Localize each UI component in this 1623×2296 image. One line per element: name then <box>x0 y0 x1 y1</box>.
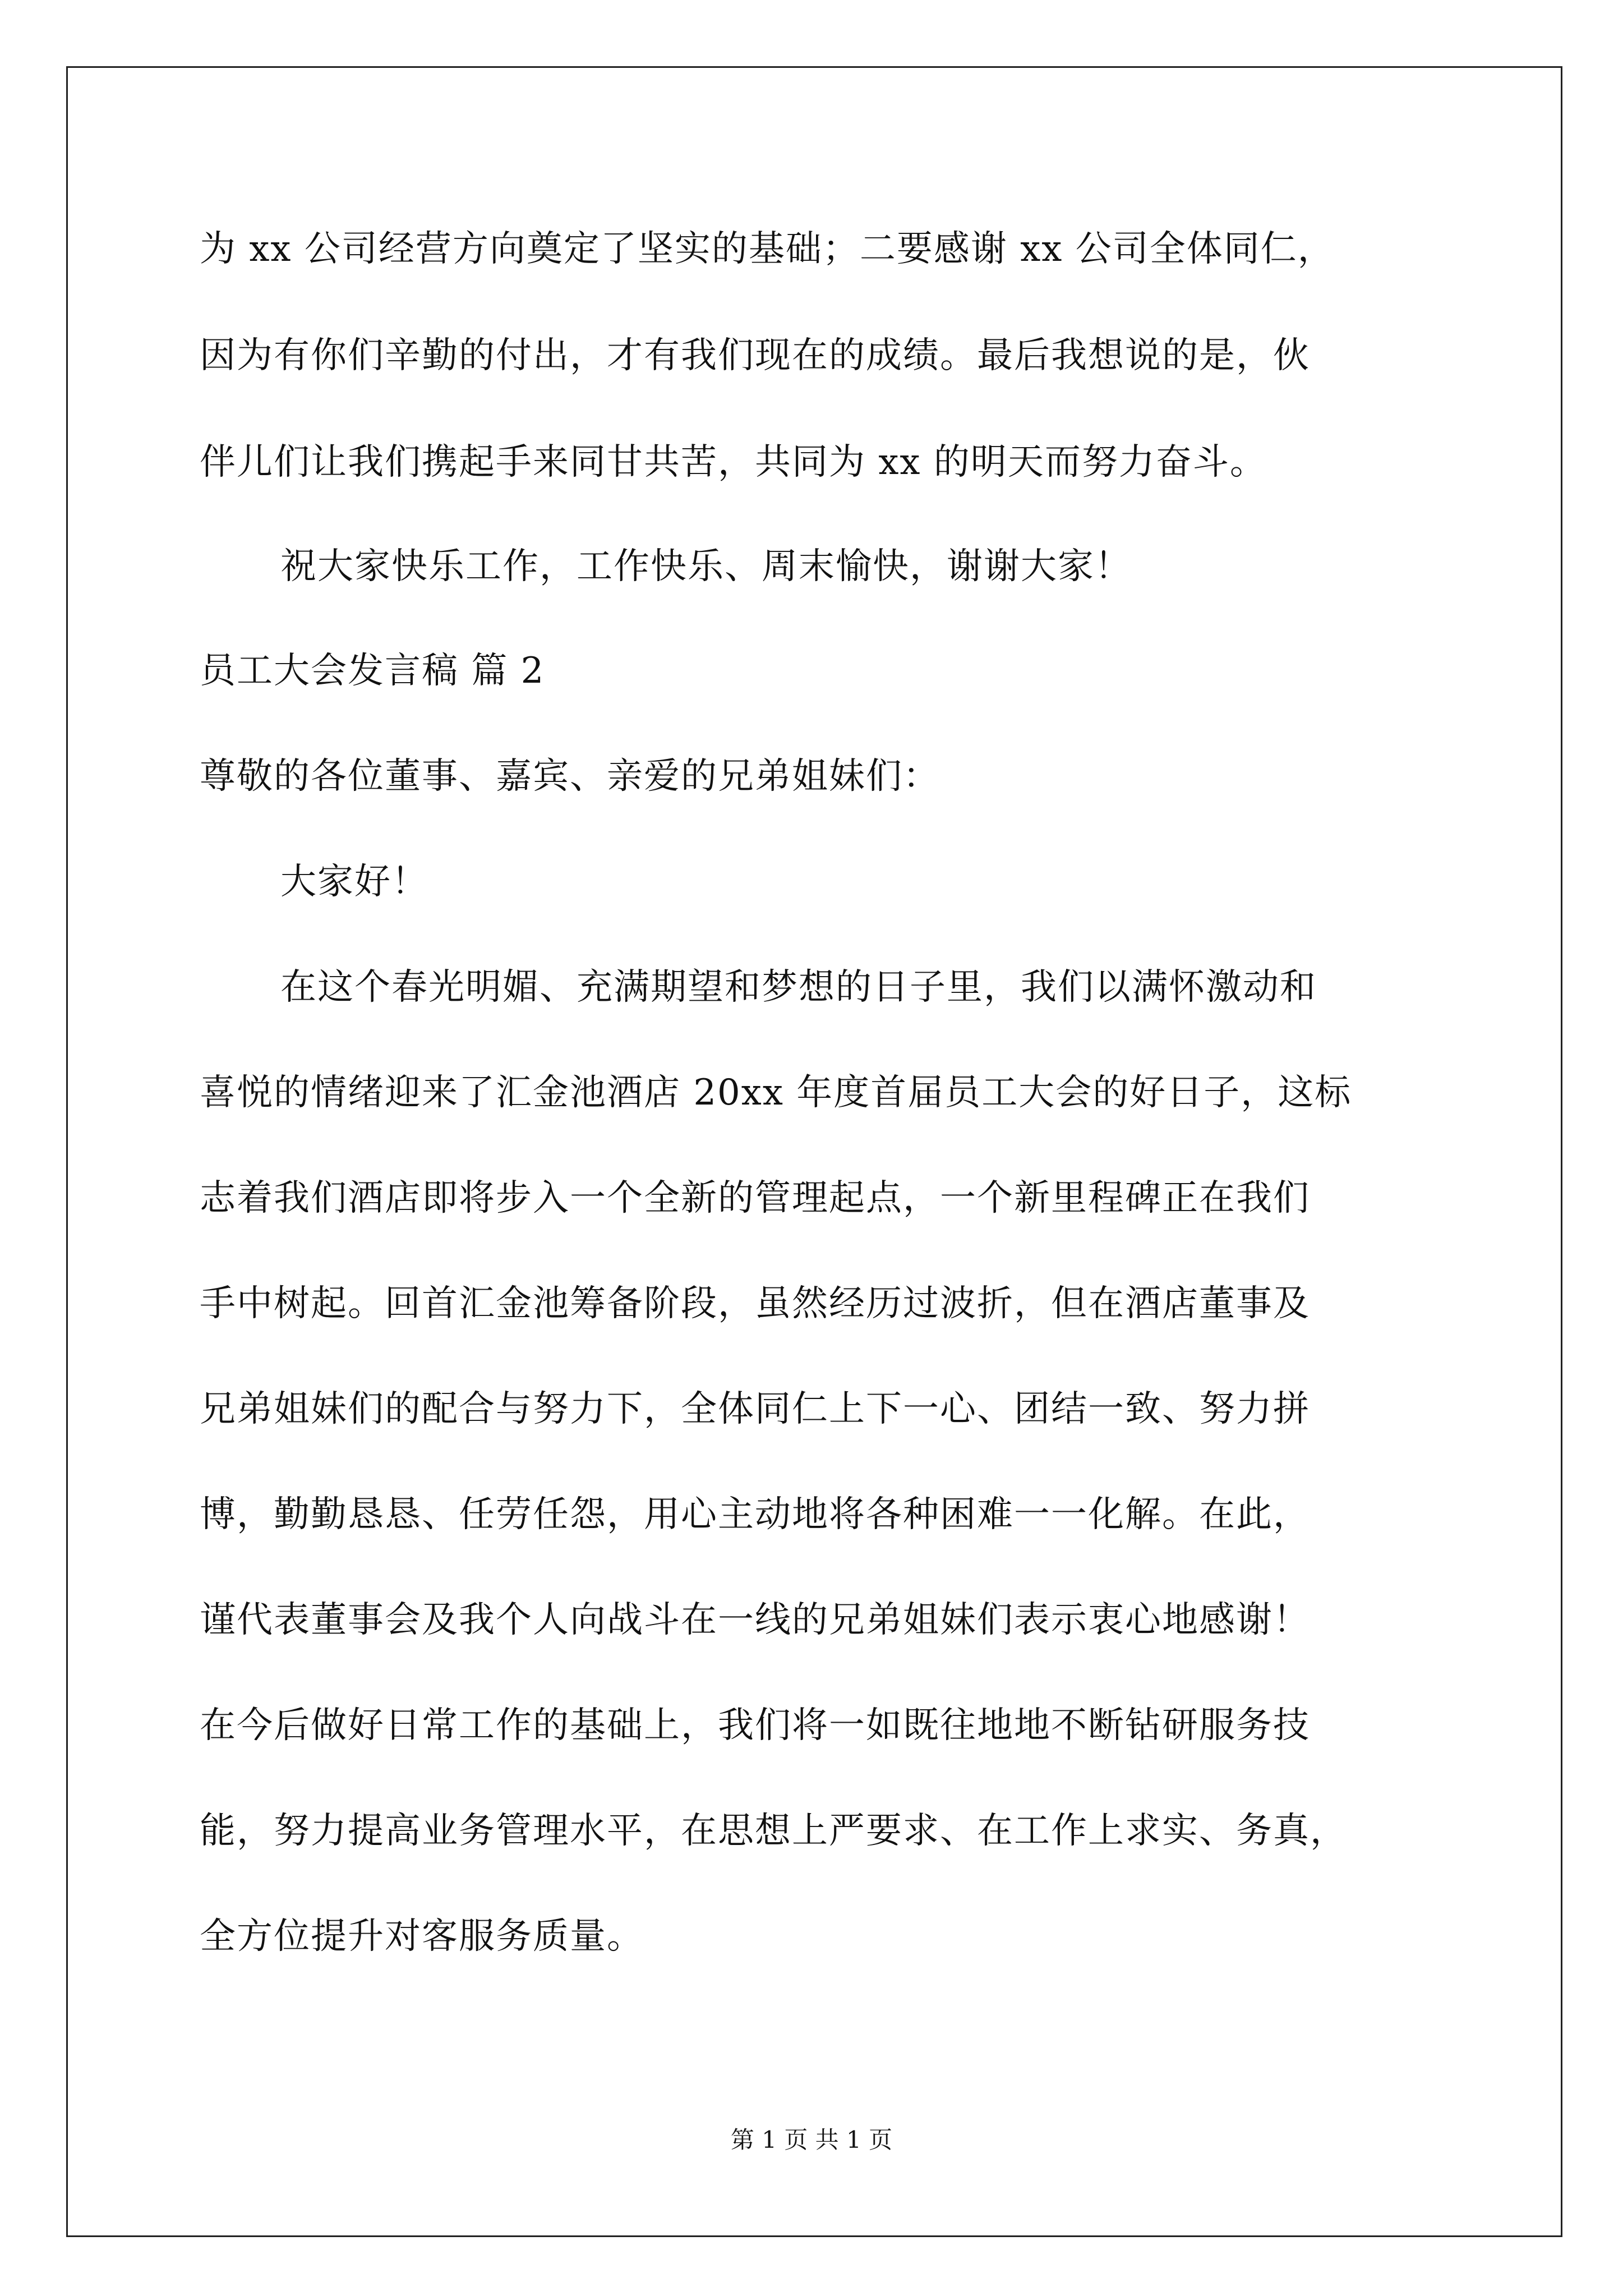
page-number-footer: 第 1 页 共 1 页 <box>730 2126 893 2154</box>
body-text-line: 手中树起。回首汇金池筹备阶段，虽然经历过波折，但在酒店董事及 <box>200 1283 1310 1324</box>
body-text-line: 在这个春光明媚、充满期望和梦想的日子里，我们以满怀激动和 <box>280 967 1317 1008</box>
body-text-line: 在今后做好日常工作的基础上，我们将一如既往地地不断钻研服务技 <box>200 1705 1310 1746</box>
body-text-line: 因为有你们辛勤的付出，才有我们现在的成绩。最后我想说的是，伙 <box>200 335 1310 376</box>
body-text-line: 兄弟姐妹们的配合与努力下，全体同仁上下一心、团结一致、努力拼 <box>200 1388 1310 1430</box>
body-text-line: 谨代表董事会及我个人向战斗在一线的兄弟姐妹们表示衷心地感谢！ <box>200 1599 1310 1641</box>
body-text-line: 伴儿们让我们携起手来同甘共苦，共同为 xx 的明天而努力奋斗。 <box>200 441 1267 483</box>
page-border <box>66 66 1562 2237</box>
body-text-line: 为 xx 公司经营方向奠定了坚实的基础；二要感谢 xx 公司全体同仁， <box>200 228 1335 270</box>
body-text-line: 全方位提升对客服务质量。 <box>200 1916 644 1957</box>
body-text-line: 能，努力提高业务管理水平，在思想上严要求、在工作上求实、务真， <box>200 1810 1347 1852</box>
section-heading: 员工大会发言稿 篇 2 <box>200 650 545 692</box>
body-text-line: 志着我们酒店即将步入一个全新的管理起点，一个新里程碑正在我们 <box>200 1177 1310 1219</box>
body-text-line: 祝大家快乐工作，工作快乐、周末愉快，谢谢大家！ <box>280 546 1132 587</box>
greeting: 大家好！ <box>280 861 428 903</box>
body-text-line: 喜悦的情绪迎来了汇金池酒店 20xx 年度首届员工大会的好日子，这标 <box>200 1072 1352 1114</box>
body-text-line: 博，勤勤恳恳、任劳任怨，用心主动地将各种困难一一化解。在此， <box>200 1494 1310 1535</box>
salutation: 尊敬的各位董事、嘉宾、亲爱的兄弟姐妹们： <box>200 756 940 797</box>
